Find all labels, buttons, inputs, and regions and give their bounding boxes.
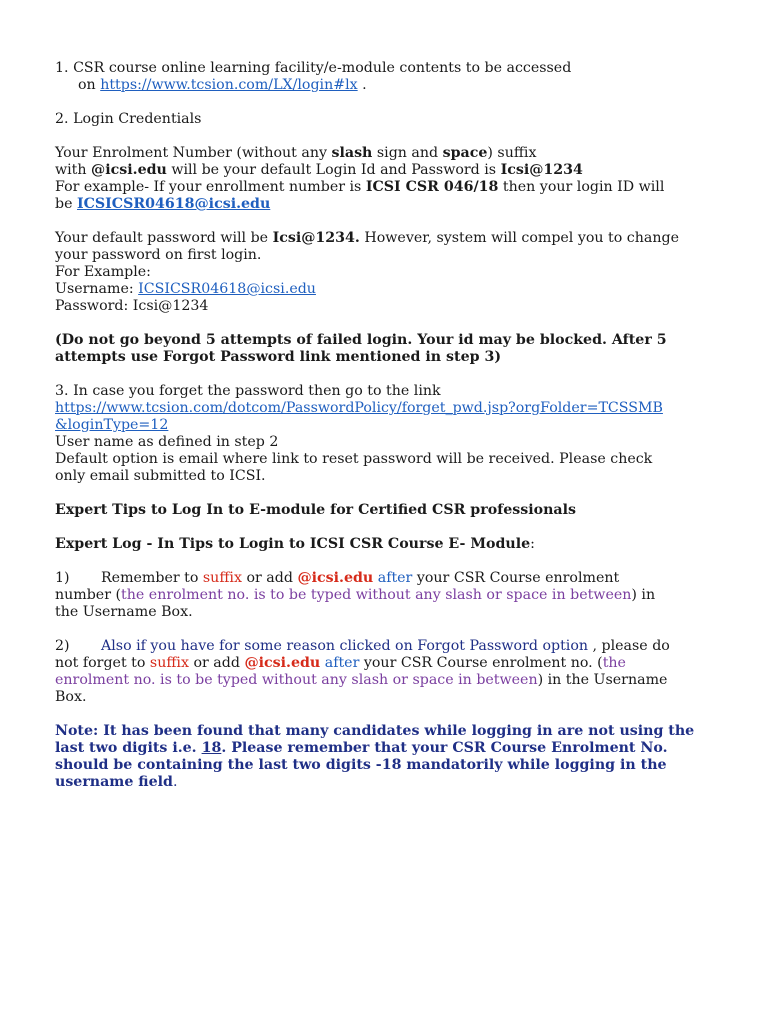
expert-login-heading [55, 536, 725, 553]
heading2-text: Expert Log - In Tips to Login to ICSI CSR Course E- Module [55, 536, 531, 552]
note-end: . [172, 774, 178, 790]
tip1-text: your CSR Course enrolment [412, 570, 620, 586]
tip2-note: enrolment no. is to be typed without any slash or space in between [55, 672, 538, 688]
after-word: after [373, 570, 413, 586]
item1-line2 [55, 77, 725, 94]
after-word: after [320, 655, 360, 671]
domain-suffix: @icsi.edu [297, 570, 374, 586]
item3-line4: Default option is email where link to reset password will be received. Please check [55, 451, 653, 467]
item3-line3: User name as defined in step 2 [55, 434, 279, 450]
tip2-line2 [55, 655, 725, 672]
default-password: Icsi@1234 [500, 162, 583, 178]
space-word: space [442, 145, 488, 161]
last-two-digits: 18 [201, 740, 222, 756]
expert-tips-heading: Expert Tips to Log In to E-module for Certified CSR professionals [55, 502, 576, 518]
item3-line5: only email submitted to ICSI. [55, 468, 266, 484]
note-text: last two digits i.e. [55, 740, 202, 756]
document-body [55, 60, 725, 791]
tip2-line3 [55, 672, 725, 689]
enrol-text: sign and [372, 145, 443, 161]
note-line2 [55, 740, 725, 757]
tip1-line2 [55, 587, 725, 604]
tip1-text: Remember to [101, 570, 203, 586]
item2-line [55, 111, 725, 128]
tip2-line1 [55, 638, 725, 655]
note-text: username field [55, 774, 173, 790]
example-enrolment-number: ICSI CSR 046/18 [365, 179, 499, 195]
item2-number: 2. [55, 111, 69, 127]
enrol-line2 [55, 162, 725, 179]
password-line1 [55, 230, 725, 247]
enrol-text: with [55, 162, 92, 178]
tip2-note: the [602, 655, 626, 671]
item1-on: on [78, 77, 96, 93]
tip2-line4: Box. [55, 689, 87, 705]
enrol-text: will be your default Login Id and Password is [166, 162, 501, 178]
enrol-line3 [55, 179, 725, 196]
password-text: Your default password will be [55, 230, 273, 246]
password-text: However, system will compel you to change [359, 230, 679, 246]
tip1-text: ) in [631, 587, 656, 603]
tip2-text: ) in the Username [537, 672, 668, 688]
item3-line1 [55, 383, 725, 400]
note-line1: Note: It has been found that many candidates while logging in are not using the [55, 723, 695, 739]
forgot-password-link[interactable]: https://www.tcsion.com/dotcom/PasswordPolicy/forget_pwd.jsp?orgFolder=TCSSMB [55, 400, 663, 416]
warning-line1: (Do not go beyond 5 attempts of failed login. Your id may be blocked. After 5 [55, 332, 667, 348]
enrol-text: be [55, 196, 77, 212]
suffix-word: suffix [149, 655, 189, 671]
username-label: Username: [55, 281, 139, 297]
tip2-number: 2) [55, 638, 70, 654]
item1-text: CSR course online learning facility/e-module contents to be accessed [73, 60, 572, 76]
enrol-text: ) suffix [487, 145, 537, 161]
reset-link-line2 [55, 417, 725, 434]
tip1-note: the enrolment no. is to be typed without any slash or space in between [121, 587, 632, 603]
note-line4 [55, 774, 725, 791]
item3-text: In case you forget the password then go to the link [73, 383, 441, 399]
note-text: . Please remember that your CSR Course Enrolment No. [221, 740, 668, 756]
username-example [55, 281, 725, 298]
enrol-text: For example- If your enrollment number is [55, 179, 366, 195]
reset-link-line1 [55, 400, 725, 417]
tip1-text: number ( [55, 587, 122, 603]
domain-suffix: @icsi.edu [91, 162, 167, 178]
tip2-text: your CSR Course enrolment no. ( [359, 655, 603, 671]
tip2-forgot-text: Also if you have for some reason clicked on Forgot Password option [101, 638, 589, 654]
warning-line2: attempts use Forgot Password link mentioned in step 3) [55, 349, 502, 365]
enrol-line4 [55, 196, 725, 213]
item1-line1 [55, 60, 725, 77]
item3-number: 3. [55, 383, 69, 399]
item2-title: Login Credentials [73, 111, 202, 127]
note-line3: should be containing the last two digits -18 mandatorily while logging in the [55, 757, 667, 773]
default-password: Icsi@1234. [272, 230, 360, 246]
forgot-password-link-cont[interactable]: &loginType=12 [55, 417, 169, 433]
enrol-text: Your Enrolment Number (without any [55, 145, 332, 161]
tip2-text: not forget to [55, 655, 150, 671]
heading2-colon: : [530, 536, 535, 552]
password-example: Password: Icsi@1234 [55, 298, 209, 314]
tcsion-login-link[interactable]: https://www.tcsion.com/LX/login#lx [100, 77, 358, 93]
tip1-line3: the Username Box. [55, 604, 193, 620]
item1-end: . [362, 77, 367, 93]
suffix-word: suffix [202, 570, 242, 586]
tip2-text: , please do [588, 638, 670, 654]
domain-suffix: @icsi.edu [244, 655, 321, 671]
item1-number: 1. [55, 60, 69, 76]
tip1-line1 [55, 570, 725, 587]
password-line2: your password on first login. [55, 247, 262, 263]
slash-word: slash [331, 145, 373, 161]
password-line3: For Example: [55, 264, 151, 280]
tip1-text: or add [241, 570, 298, 586]
enrol-line1 [55, 145, 725, 162]
tip2-text: or add [188, 655, 245, 671]
tip1-number: 1) [55, 570, 70, 586]
example-login-id-link[interactable]: ICSICSR04618@icsi.edu [77, 196, 271, 212]
enrol-text: then your login ID will [498, 179, 665, 195]
username-example-link[interactable]: ICSICSR04618@icsi.edu [138, 281, 316, 297]
